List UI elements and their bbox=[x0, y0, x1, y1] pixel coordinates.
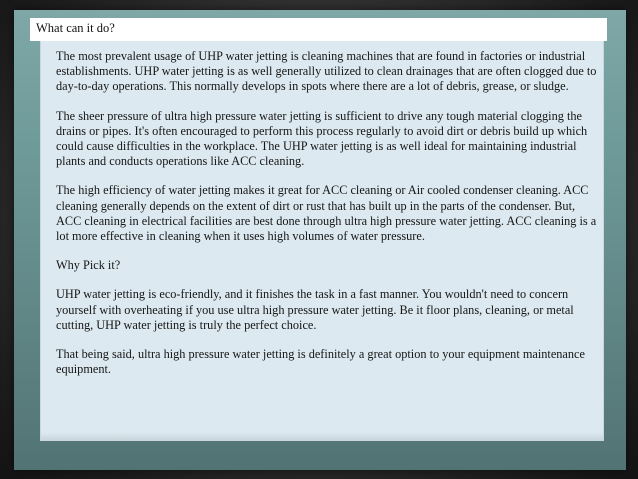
slide-title: What can it do? bbox=[36, 21, 115, 35]
paragraph-uhp-usage: The most prevalent usage of UHP water jetting is cleaning machines that are found in factories or industrial establishments. UHP water jetting is as well generally utilized to clean drainages that are often clogged due to day-to-day operations. This normally develops in spots where there are a lot of debris, grease, or sludge. bbox=[56, 49, 597, 94]
paragraph-conclusion: That being said, ultra high pressure water jetting is definitely a great option to your equipment maintenance equipment. bbox=[56, 347, 585, 377]
paragraph-sheer-pressure: The sheer pressure of ultra high pressure water jetting is sufficient to drive any tough material clogging the drains or pipes. It's often encouraged to perform this process regularly to avoid dirt or debris build up which could cause difficulties in the workplace. The UHP water jetting is as well ideal for maintaining industrial plants and conducts operations like ACC cleaning. bbox=[56, 108, 588, 169]
subheading-why-pick-it: Why Pick it? bbox=[56, 258, 121, 273]
title-bar bbox=[30, 18, 607, 41]
slide-body bbox=[56, 49, 601, 391]
paragraph-acc-cleaning: The high efficiency of water jetting makes it great for ACC cleaning or Air cooled condenser cleaning. ACC cleaning generally depends on the extent of dirt or rust that has built up in the parts of the condenser. But, ACC cleaning in electrical facilities are best done through ultra high pressure water jetting. ACC cleaning is a lot more effective in cleaning when it uses high volumes of water pressure. bbox=[56, 183, 597, 244]
paragraph-eco-friendly: UHP water jetting is eco-friendly, and it finishes the task in a fast manner. You wouldn't need to concern yourself with overheating if you use ultra high pressure water jetting. Be it floor plans, cleaning, or metal cutting, UHP water jetting is truly the perfect choice. bbox=[56, 287, 574, 332]
